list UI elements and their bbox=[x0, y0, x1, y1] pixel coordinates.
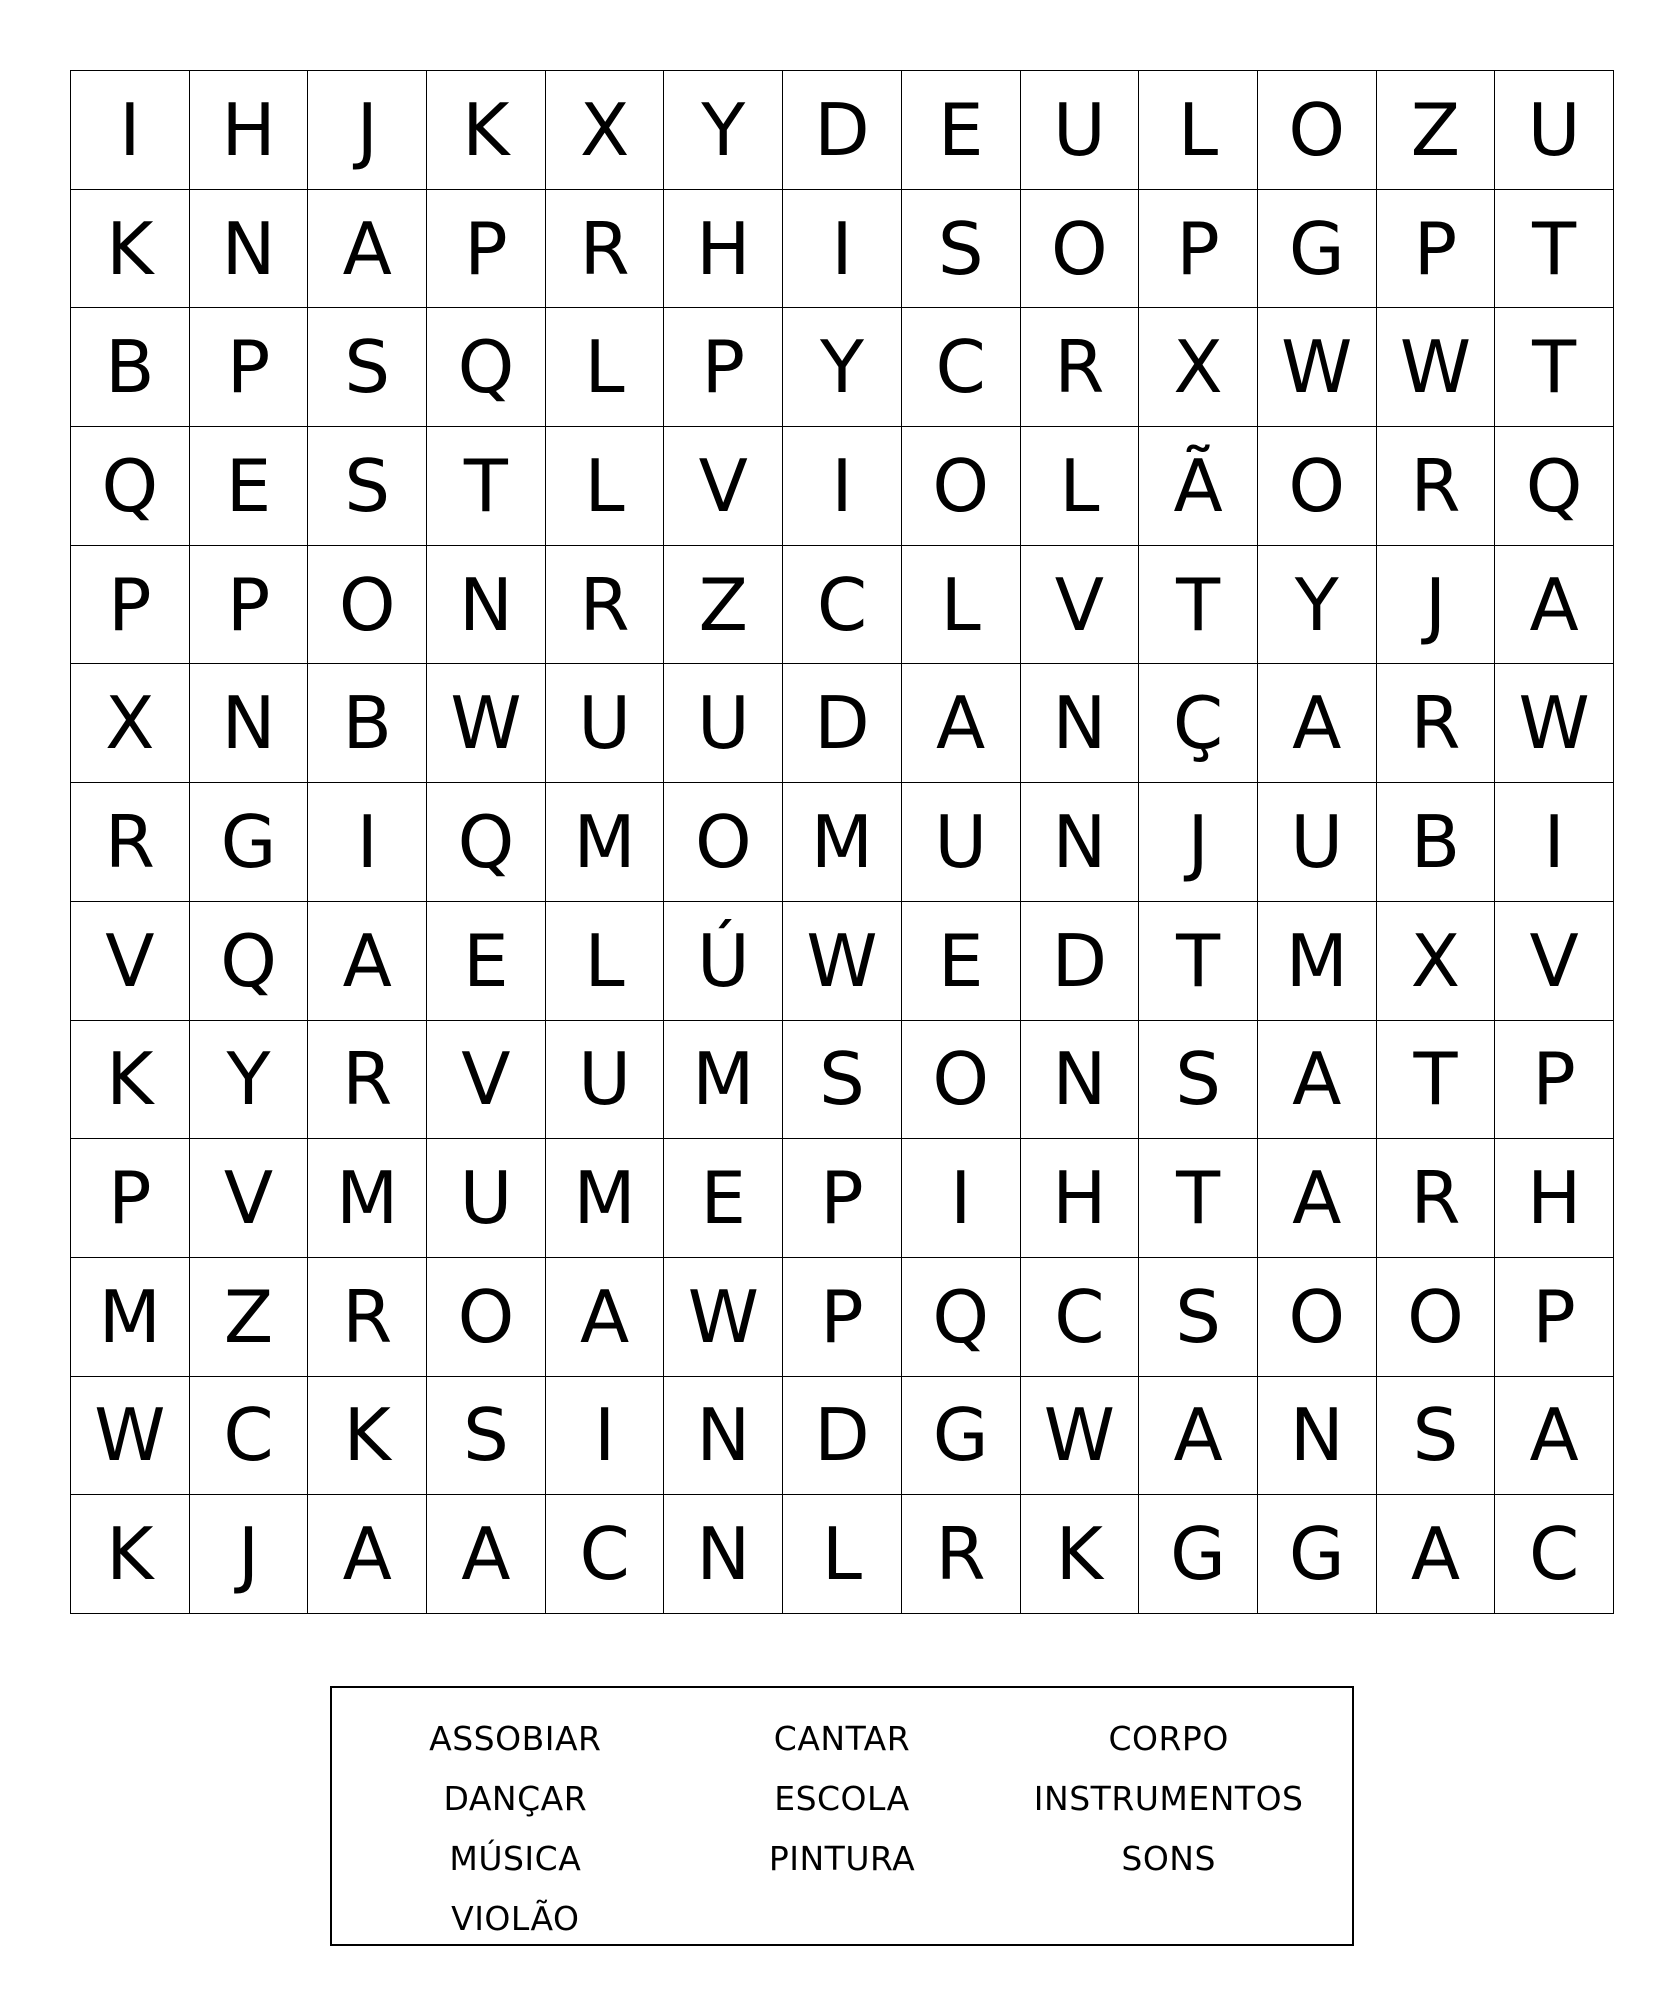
grid-cell[interactable]: H bbox=[190, 71, 309, 190]
grid-cell[interactable]: Z bbox=[1377, 71, 1496, 190]
grid-cell[interactable]: I bbox=[546, 1377, 665, 1496]
grid-cell[interactable]: T bbox=[1139, 1139, 1258, 1258]
grid-cell[interactable]: Ã bbox=[1139, 427, 1258, 546]
grid-cell[interactable]: T bbox=[1139, 546, 1258, 665]
grid-cell[interactable]: O bbox=[902, 427, 1021, 546]
grid-cell[interactable]: U bbox=[546, 664, 665, 783]
grid-cell[interactable]: B bbox=[71, 308, 190, 427]
grid-cell[interactable]: A bbox=[1258, 1021, 1377, 1140]
grid-cell[interactable]: I bbox=[783, 427, 902, 546]
grid-cell[interactable]: K bbox=[71, 190, 190, 309]
grid-cell[interactable]: I bbox=[71, 71, 190, 190]
grid-cell[interactable]: W bbox=[1021, 1377, 1140, 1496]
grid-cell[interactable]: U bbox=[427, 1139, 546, 1258]
grid-cell[interactable]: G bbox=[190, 783, 309, 902]
word-list-item: ASSOBIAR bbox=[429, 1718, 602, 1758]
grid-cell[interactable]: D bbox=[783, 664, 902, 783]
grid-cell[interactable]: L bbox=[546, 902, 665, 1021]
grid-cell[interactable]: U bbox=[1021, 71, 1140, 190]
grid-cell[interactable]: R bbox=[1377, 664, 1496, 783]
word-list-item: CORPO bbox=[1108, 1718, 1229, 1758]
grid-cell[interactable]: O bbox=[308, 546, 427, 665]
grid-cell[interactable]: Q bbox=[427, 308, 546, 427]
grid-cell[interactable]: O bbox=[664, 783, 783, 902]
grid-cell[interactable]: L bbox=[902, 546, 1021, 665]
grid-cell[interactable]: S bbox=[427, 1377, 546, 1496]
grid-cell[interactable]: N bbox=[1258, 1377, 1377, 1496]
grid-cell[interactable]: S bbox=[308, 308, 427, 427]
grid-cell[interactable]: W bbox=[1377, 308, 1496, 427]
grid-cell[interactable]: X bbox=[71, 664, 190, 783]
grid-cell[interactable]: A bbox=[308, 190, 427, 309]
grid-cell[interactable]: R bbox=[546, 190, 665, 309]
grid-cell[interactable]: L bbox=[1139, 71, 1258, 190]
grid-cell[interactable]: I bbox=[308, 783, 427, 902]
grid-cell[interactable]: P bbox=[71, 1139, 190, 1258]
grid-cell[interactable]: U bbox=[1495, 71, 1614, 190]
grid-cell[interactable]: U bbox=[664, 664, 783, 783]
grid-cell[interactable]: O bbox=[1258, 71, 1377, 190]
grid-cell[interactable]: S bbox=[1139, 1258, 1258, 1377]
grid-cell[interactable]: W bbox=[664, 1258, 783, 1377]
grid-cell[interactable]: U bbox=[902, 783, 1021, 902]
grid-cell[interactable]: U bbox=[546, 1021, 665, 1140]
word-list-item: SONS bbox=[1121, 1838, 1216, 1878]
grid-cell[interactable]: L bbox=[1021, 427, 1140, 546]
grid-cell[interactable]: N bbox=[1021, 783, 1140, 902]
grid-cell[interactable]: O bbox=[902, 1021, 1021, 1140]
grid-cell[interactable]: A bbox=[1258, 1139, 1377, 1258]
grid-cell[interactable]: R bbox=[308, 1021, 427, 1140]
grid-cell[interactable]: Y bbox=[783, 308, 902, 427]
grid-cell[interactable]: M bbox=[1258, 902, 1377, 1021]
grid-cell[interactable]: S bbox=[1377, 1377, 1496, 1496]
grid-cell[interactable]: M bbox=[783, 783, 902, 902]
grid-cell[interactable]: E bbox=[902, 71, 1021, 190]
grid-cell[interactable]: J bbox=[308, 71, 427, 190]
grid-cell[interactable]: C bbox=[1495, 1495, 1614, 1614]
grid-cell[interactable]: X bbox=[1139, 308, 1258, 427]
grid-cell[interactable]: A bbox=[1495, 546, 1614, 665]
grid-cell[interactable]: M bbox=[71, 1258, 190, 1377]
grid-cell[interactable]: P bbox=[427, 190, 546, 309]
grid-cell[interactable]: S bbox=[308, 427, 427, 546]
grid-cell[interactable]: W bbox=[783, 902, 902, 1021]
grid-cell[interactable]: R bbox=[1377, 427, 1496, 546]
grid-cell[interactable]: L bbox=[783, 1495, 902, 1614]
grid-cell[interactable]: Ú bbox=[664, 902, 783, 1021]
grid-cell[interactable]: E bbox=[902, 902, 1021, 1021]
grid-cell[interactable]: K bbox=[308, 1377, 427, 1496]
grid-cell[interactable]: T bbox=[1377, 1021, 1496, 1140]
grid-cell[interactable]: C bbox=[902, 308, 1021, 427]
grid-cell[interactable]: A bbox=[1139, 1377, 1258, 1496]
grid-cell[interactable]: R bbox=[902, 1495, 1021, 1614]
grid-cell[interactable]: I bbox=[1495, 783, 1614, 902]
grid-cell[interactable]: P bbox=[783, 1258, 902, 1377]
word-search-grid bbox=[70, 70, 1614, 1614]
grid-cell[interactable]: M bbox=[308, 1139, 427, 1258]
grid-cell[interactable]: D bbox=[783, 71, 902, 190]
grid-cell[interactable]: L bbox=[546, 308, 665, 427]
grid-cell[interactable]: I bbox=[783, 190, 902, 309]
grid-cell[interactable]: A bbox=[308, 902, 427, 1021]
grid-cell[interactable]: D bbox=[1021, 902, 1140, 1021]
grid-cell[interactable]: P bbox=[190, 308, 309, 427]
grid-cell[interactable]: Y bbox=[1258, 546, 1377, 665]
grid-cell[interactable]: C bbox=[546, 1495, 665, 1614]
grid-cell[interactable]: K bbox=[71, 1495, 190, 1614]
grid-cell[interactable]: H bbox=[664, 190, 783, 309]
grid-cell[interactable]: M bbox=[546, 783, 665, 902]
grid-cell[interactable]: S bbox=[902, 190, 1021, 309]
word-list-item: INSTRUMENTOS bbox=[1033, 1778, 1304, 1818]
grid-cell[interactable]: A bbox=[546, 1258, 665, 1377]
grid-cell[interactable]: V bbox=[190, 1139, 309, 1258]
grid-cell[interactable]: A bbox=[308, 1495, 427, 1614]
grid-cell[interactable]: P bbox=[783, 1139, 902, 1258]
grid-cell[interactable]: U bbox=[1258, 783, 1377, 902]
grid-cell[interactable]: V bbox=[664, 427, 783, 546]
grid-cell[interactable]: I bbox=[902, 1139, 1021, 1258]
grid-cell[interactable]: C bbox=[190, 1377, 309, 1496]
grid-cell[interactable]: V bbox=[1495, 902, 1614, 1021]
grid-cell[interactable]: O bbox=[1258, 1258, 1377, 1377]
grid-cell[interactable]: W bbox=[427, 664, 546, 783]
grid-cell[interactable]: R bbox=[1021, 308, 1140, 427]
grid-cell[interactable]: H bbox=[1021, 1139, 1140, 1258]
grid-cell[interactable]: Q bbox=[902, 1258, 1021, 1377]
grid-cell[interactable]: B bbox=[1377, 783, 1496, 902]
grid-cell[interactable]: O bbox=[427, 1258, 546, 1377]
grid-cell[interactable]: N bbox=[1021, 1021, 1140, 1140]
grid-cell[interactable]: A bbox=[427, 1495, 546, 1614]
grid-cell[interactable]: Q bbox=[427, 783, 546, 902]
grid-cell[interactable]: E bbox=[427, 902, 546, 1021]
grid-cell[interactable]: Q bbox=[1495, 427, 1614, 546]
grid-cell[interactable]: T bbox=[1495, 308, 1614, 427]
grid-cell[interactable]: T bbox=[1495, 190, 1614, 309]
grid-cell[interactable]: T bbox=[1139, 902, 1258, 1021]
grid-cell[interactable]: H bbox=[1495, 1139, 1614, 1258]
grid-cell[interactable]: P bbox=[190, 546, 309, 665]
grid-cell[interactable]: W bbox=[71, 1377, 190, 1496]
grid-cell[interactable]: M bbox=[664, 1021, 783, 1140]
grid-cell[interactable]: V bbox=[71, 902, 190, 1021]
grid-cell[interactable]: K bbox=[71, 1021, 190, 1140]
grid-cell[interactable]: C bbox=[783, 546, 902, 665]
grid-cell[interactable]: P bbox=[1377, 190, 1496, 309]
grid-cell[interactable]: G bbox=[902, 1377, 1021, 1496]
grid-cell[interactable]: M bbox=[546, 1139, 665, 1258]
grid-cell[interactable]: E bbox=[664, 1139, 783, 1258]
word-list-item: MÚSICA bbox=[449, 1838, 582, 1878]
grid-cell[interactable]: R bbox=[71, 783, 190, 902]
grid-cell[interactable]: O bbox=[1258, 427, 1377, 546]
grid-cell[interactable]: K bbox=[427, 71, 546, 190]
grid-cell[interactable]: Z bbox=[190, 1258, 309, 1377]
grid-cell[interactable]: J bbox=[1377, 546, 1496, 665]
grid-cell[interactable]: Y bbox=[190, 1021, 309, 1140]
grid-cell[interactable]: R bbox=[546, 546, 665, 665]
grid-cell[interactable]: P bbox=[1495, 1258, 1614, 1377]
grid-cell[interactable]: K bbox=[1021, 1495, 1140, 1614]
word-list bbox=[330, 1686, 1354, 1946]
grid-cell[interactable]: P bbox=[1495, 1021, 1614, 1140]
grid-cell[interactable]: G bbox=[1139, 1495, 1258, 1614]
grid-cell[interactable]: X bbox=[1377, 902, 1496, 1021]
grid-cell[interactable]: R bbox=[1377, 1139, 1496, 1258]
grid-cell[interactable]: A bbox=[1377, 1495, 1496, 1614]
grid-cell[interactable]: O bbox=[1021, 190, 1140, 309]
word-list-item: ESCOLA bbox=[774, 1778, 910, 1818]
grid-cell[interactable]: V bbox=[427, 1021, 546, 1140]
grid-cell[interactable]: T bbox=[427, 427, 546, 546]
grid-cell[interactable]: Q bbox=[71, 427, 190, 546]
grid-cell[interactable]: Z bbox=[664, 546, 783, 665]
grid-cell[interactable]: Q bbox=[190, 902, 309, 1021]
grid-cell[interactable]: Y bbox=[664, 71, 783, 190]
grid-cell[interactable]: N bbox=[427, 546, 546, 665]
grid-cell[interactable]: V bbox=[1021, 546, 1140, 665]
grid-cell[interactable]: P bbox=[71, 546, 190, 665]
grid-cell[interactable]: G bbox=[1258, 1495, 1377, 1614]
grid-cell[interactable]: N bbox=[1021, 664, 1140, 783]
grid-cell[interactable]: S bbox=[783, 1021, 902, 1140]
grid-cell[interactable]: P bbox=[1139, 190, 1258, 309]
word-list-item: CANTAR bbox=[773, 1718, 911, 1758]
grid-cell[interactable]: O bbox=[1377, 1258, 1496, 1377]
grid-cell[interactable]: X bbox=[546, 71, 665, 190]
grid-cell[interactable]: N bbox=[664, 1495, 783, 1614]
grid-cell[interactable]: E bbox=[190, 427, 309, 546]
word-list-item: DANÇAR bbox=[443, 1778, 588, 1818]
grid-cell[interactable]: S bbox=[1139, 1021, 1258, 1140]
grid-cell[interactable]: A bbox=[1258, 664, 1377, 783]
grid-cell[interactable]: Ç bbox=[1139, 664, 1258, 783]
grid-cell[interactable]: N bbox=[190, 664, 309, 783]
grid-cell[interactable]: P bbox=[664, 308, 783, 427]
word-list-item: PINTURA bbox=[768, 1838, 916, 1878]
word-list-item: VIOLÃO bbox=[451, 1898, 580, 1938]
grid-cell[interactable]: A bbox=[902, 664, 1021, 783]
grid-cell[interactable]: G bbox=[1258, 190, 1377, 309]
grid-cell[interactable]: B bbox=[308, 664, 427, 783]
grid-cell[interactable]: R bbox=[308, 1258, 427, 1377]
grid-cell[interactable]: A bbox=[1495, 1377, 1614, 1496]
grid-cell[interactable]: J bbox=[190, 1495, 309, 1614]
grid-cell[interactable]: C bbox=[1021, 1258, 1140, 1377]
grid-cell[interactable]: W bbox=[1495, 664, 1614, 783]
grid-cell[interactable]: D bbox=[783, 1377, 902, 1496]
grid-cell[interactable]: W bbox=[1258, 308, 1377, 427]
grid-cell[interactable]: J bbox=[1139, 783, 1258, 902]
grid-cell[interactable]: N bbox=[190, 190, 309, 309]
grid-cell[interactable]: L bbox=[546, 427, 665, 546]
grid-cell[interactable]: N bbox=[664, 1377, 783, 1496]
